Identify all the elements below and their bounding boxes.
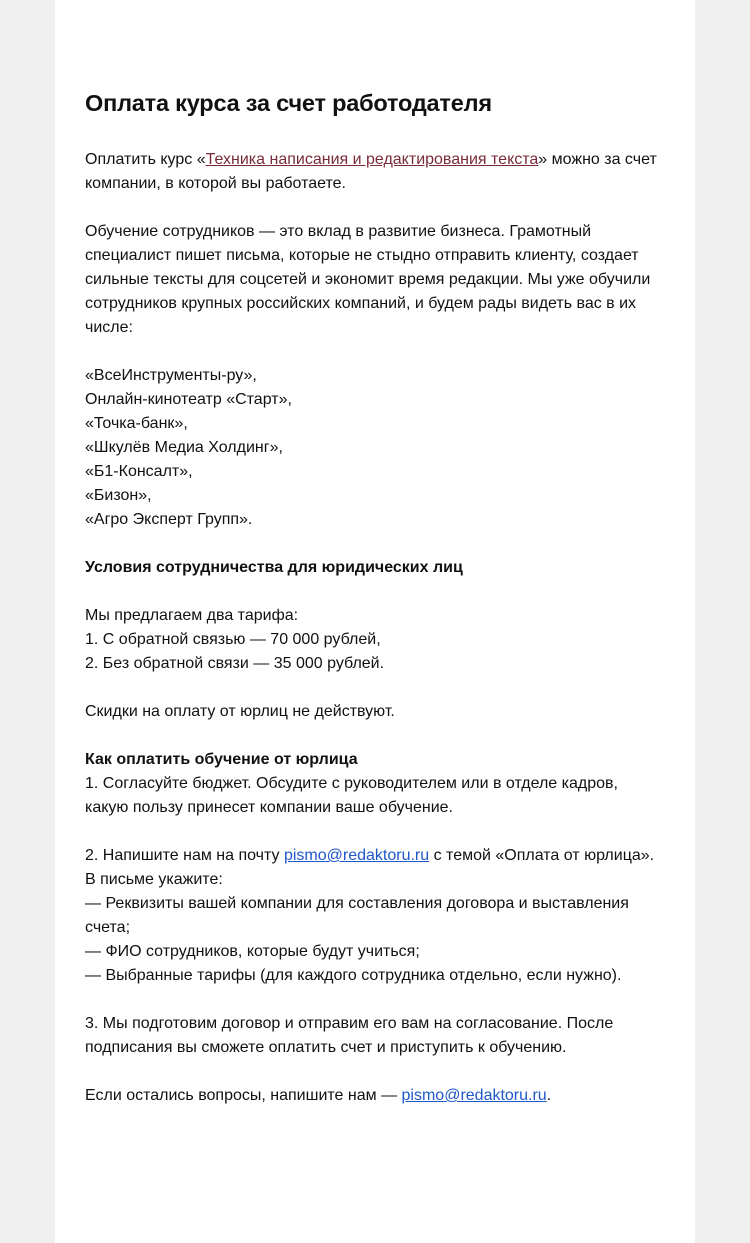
letter-item: — Выбранные тарифы (для каждого сотрудника отдельно, если нужно). xyxy=(85,967,622,984)
company-item: «ВсеИнструменты-ру», xyxy=(85,367,257,384)
company-item: Онлайн-кинотеатр «Старт», xyxy=(85,391,292,408)
company-item: «Б1-Консалт», xyxy=(85,463,193,480)
email-content xyxy=(85,86,665,1108)
company-item: «Шкулёв Медиа Холдинг», xyxy=(85,439,283,456)
page-title: Оплата курса за счет работодателя xyxy=(85,90,492,116)
course-link[interactable]: Техника написания и редактирования текста xyxy=(205,151,539,168)
company-list xyxy=(85,364,665,532)
terms-heading: Условия сотрудничества для юридических лиц xyxy=(85,559,463,576)
email-card xyxy=(55,0,695,1243)
intro-suffix: » можно за счет компании, в которой вы работаете. xyxy=(85,151,657,192)
intro-prefix: Оплатить курс « xyxy=(85,151,206,168)
tariff-item: 1. С обратной связью — 70 000 рублей, xyxy=(85,631,381,648)
step-2 xyxy=(85,844,665,868)
step-2-suffix: с темой «Оплата от юрлица». xyxy=(429,847,655,864)
howto-heading: Как оплатить обучение от юрлица xyxy=(85,751,358,768)
footer-suffix: . xyxy=(546,1087,552,1104)
intro-paragraph xyxy=(85,148,665,196)
step-1: 1. Согласуйте бюджет. Обсудите с руководителем или в отделе кадров, какую пользу принесет компании ваше обучение. xyxy=(85,775,618,816)
company-item: «Бизон», xyxy=(85,487,152,504)
step-2-block xyxy=(85,844,665,988)
tariff-intro: Мы предлагаем два тарифа: xyxy=(85,607,299,624)
discount-note: Скидки на оплату от юрлиц не действуют. xyxy=(85,703,395,720)
email-link[interactable]: pismo@redaktoru.ru xyxy=(283,847,430,864)
step-2-prefix: 2. Напишите нам на почту xyxy=(85,847,284,864)
company-item: «Агро Эксперт Групп». xyxy=(85,511,253,528)
tariff-item: 2. Без обратной связи — 35 000 рублей. xyxy=(85,655,385,672)
letter-item: — Реквизиты вашей компании для составления договора и выставления счета; xyxy=(85,895,629,936)
letter-item: — ФИО сотрудников, которые будут учиться; xyxy=(85,943,420,960)
about-paragraph: Обучение сотрудников — это вклад в развитие бизнеса. Грамотный специалист пишет письма, которые не стыдно отправить клиенту, создает сильные тексты для соцсетей и экономит время редакции. Мы уже обучили сотрудников крупных российских компаний, и будем рады видеть вас в их числе: xyxy=(85,223,651,336)
footer-email-link[interactable]: pismo@redaktoru.ru xyxy=(401,1087,547,1104)
footer-prefix: Если остались вопросы, напишите нам — xyxy=(85,1087,402,1104)
step-3: 3. Мы подготовим договор и отправим его вам на согласование. После подписания вы сможете оплатить счет и приступить к обучению. xyxy=(85,1015,614,1056)
company-item: «Точка-банк», xyxy=(85,415,188,432)
tariff-block xyxy=(85,604,665,676)
letter-intro: В письме укажите: xyxy=(85,871,223,888)
footer-paragraph xyxy=(85,1084,665,1108)
howto-block xyxy=(85,748,665,820)
